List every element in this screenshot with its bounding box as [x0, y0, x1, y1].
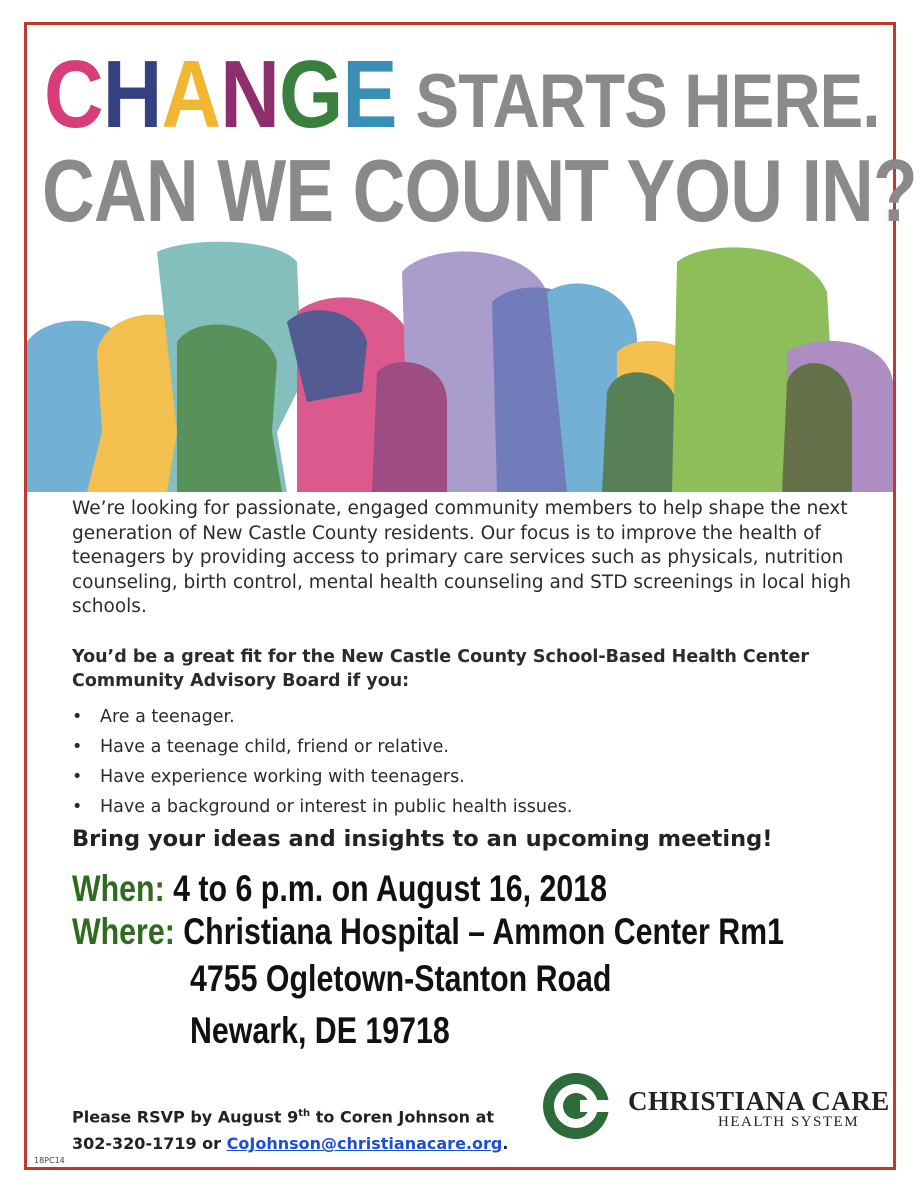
where-label: Where: [72, 911, 175, 952]
rsvp-line-2: 302-320-1719 or CoJohnson@christianacare.org. [72, 1134, 509, 1154]
rsvp-line-1: Please RSVP by August 9th to Coren Johnson at [72, 1107, 495, 1127]
bullet-icon: • [72, 797, 83, 817]
list-item: • Have experience working with teenagers. [72, 762, 852, 792]
change-letter: H [102, 41, 162, 148]
logo-subtitle: HEALTH SYSTEM [718, 1114, 860, 1130]
silhouette-green-dark [177, 325, 282, 492]
rsvp-block [72, 1100, 508, 1157]
bullet-icon: • [72, 707, 83, 727]
silhouette-olive [782, 363, 852, 492]
change-letter: A [161, 41, 221, 148]
where-venue: Christiana Hospital – Ammon Center Rm1 [183, 911, 785, 952]
where-city: Newark, DE 19718 [190, 1010, 450, 1051]
list-item: • Have a background or interest in public health issues. [72, 792, 852, 822]
form-code: 18PC14 [34, 1156, 65, 1165]
criteria-list [72, 702, 852, 822]
change-word [44, 41, 397, 148]
headline-line-2: CAN WE COUNT YOU IN? [42, 141, 917, 240]
silhouette-dark-green-right [602, 372, 677, 492]
rsvp-email-link[interactable]: CoJohnson@christianacare.org [226, 1134, 503, 1154]
christiana-care-emblem-icon [540, 1070, 612, 1142]
headline-line-1 [44, 40, 880, 150]
change-letter: N [220, 41, 280, 148]
where-line [72, 911, 784, 953]
when-line [72, 868, 607, 910]
list-item: • Are a teenager. [72, 702, 852, 732]
when-label: When: [72, 868, 165, 909]
silhouette-purple [372, 362, 447, 492]
fit-heading: You’d be a great fit for the New Castle County School-Based Health Center Community Advisory Board if you: [72, 647, 809, 691]
logo-wordmark: CHRISTIANA CARE [628, 1086, 890, 1116]
change-letter: G [279, 41, 343, 148]
silhouettes-illustration [27, 232, 893, 492]
list-item: • Have a teenage child, friend or relative. [72, 732, 852, 762]
call-to-action: Bring your ideas and insights to an upcoming meeting! [72, 826, 773, 852]
bullet-icon: • [72, 737, 83, 757]
when-value: 4 to 6 p.m. on August 16, 2018 [173, 868, 607, 909]
headline-starts-here: STARTS HERE. [415, 59, 880, 144]
christiana-care-logo [540, 1070, 890, 1140]
change-letter: E [342, 41, 397, 148]
where-street: 4755 Ogletown-Stanton Road [190, 958, 612, 999]
bullet-icon: • [72, 767, 83, 787]
change-letter: C [44, 41, 103, 148]
intro-paragraph: We’re looking for passionate, engaged community members to help shape the next generation of New Castle County residents. Our focus is to improve the health of teenagers by providing access to primary care services such as physicals, nutrition counseling, birth control, mental health counseling and STD screenings in local high schools. [72, 498, 852, 617]
